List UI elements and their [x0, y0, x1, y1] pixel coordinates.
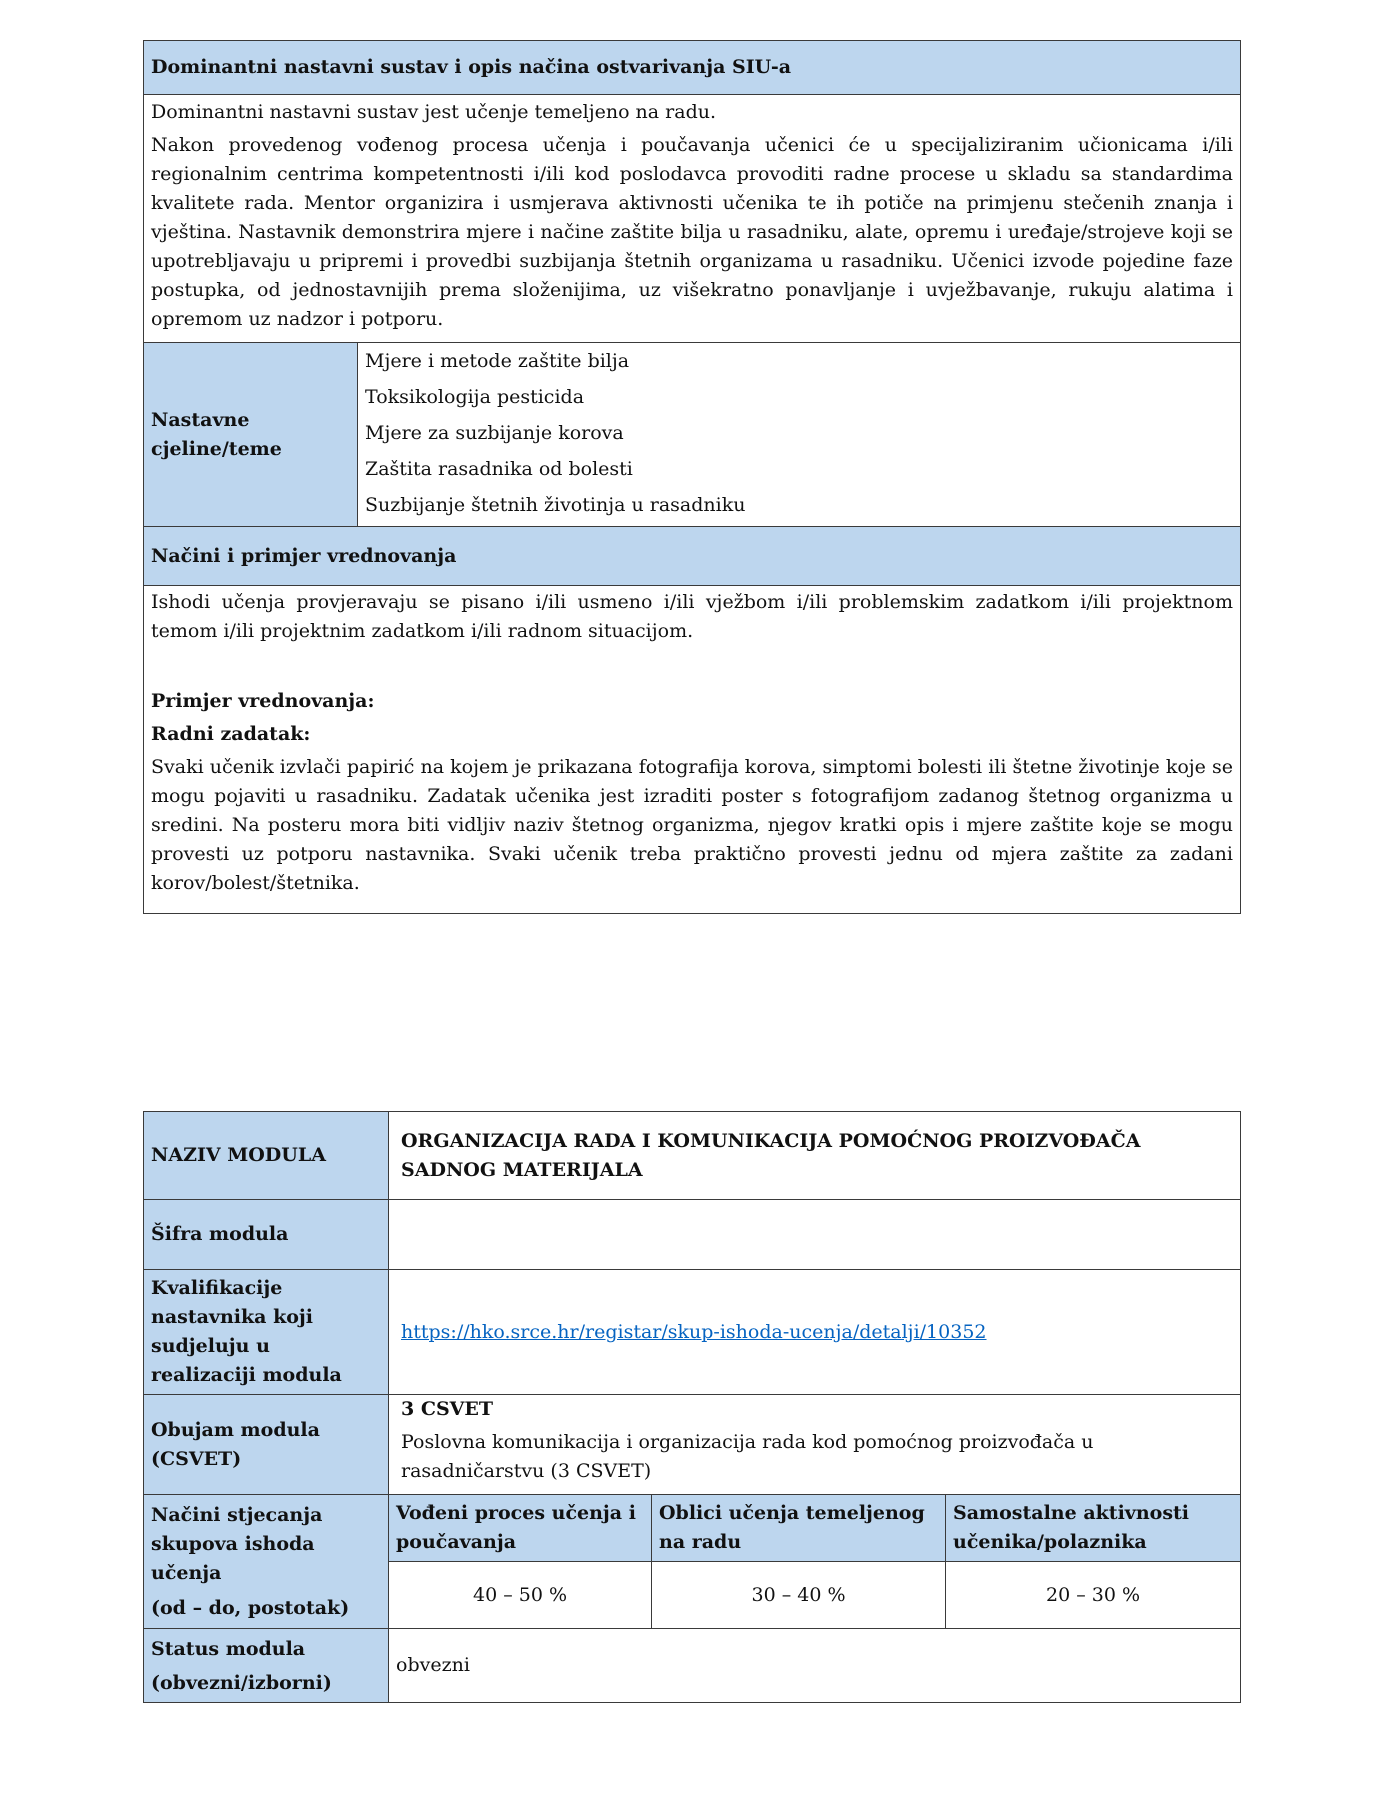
section-title: Dominantni nastavni sustav i opis načina ostvarivanja SIU-a [151, 56, 792, 78]
module-code-label: Šifra modula [151, 1223, 289, 1245]
section-title: Načini i primjer vrednovanja [151, 544, 457, 567]
status-label-line: (obvezni/izborni) [151, 1671, 332, 1694]
qualifications-link[interactable]: https://hko.srce.hr/registar/skup-ishoda-ucenja/detalji/10352 [401, 1320, 987, 1343]
qualifications-value-cell [389, 1270, 1241, 1395]
task-heading: Radni zadatak: [151, 723, 311, 745]
methods-col-header [389, 1495, 652, 1562]
methods-col-header [652, 1495, 946, 1562]
example-heading: Primjer vrednovanja: [151, 690, 375, 712]
topic-item: Mjere i metode zaštite bilja [365, 350, 630, 372]
methods-percentage: 40 – 50 % [472, 1583, 568, 1606]
description-intro: Dominantni nastavni sustav jest učenje temeljeno na radu. [151, 101, 717, 123]
qualifications-label-cell [144, 1270, 389, 1395]
topic-item: Toksikologija pesticida [365, 386, 585, 408]
section-header-assessment [144, 527, 1241, 586]
scope-total: 3 CSVET [401, 1398, 494, 1420]
status-label-cell [144, 1629, 389, 1703]
methods-label-line: Načini stjecanja [151, 1503, 323, 1526]
status-value: obvezni [396, 1654, 470, 1676]
methods-col-value [389, 1562, 652, 1629]
methods-col-header-text: Oblici učenja temeljenog na radu [659, 1502, 925, 1553]
methods-label-cell [144, 1495, 389, 1629]
module-code-value-cell [389, 1200, 1241, 1270]
scope-label-cell [144, 1395, 389, 1495]
methods-col-header-text: Samostalne aktivnosti učenika/polaznika [953, 1502, 1190, 1553]
methods-percentage: 30 – 40 % [751, 1583, 846, 1606]
module-name-label-cell [144, 1112, 389, 1200]
topic-item: Mjere za suzbijanje korova [365, 422, 624, 444]
topics-label-cell [144, 343, 358, 527]
qualifications-label: Kvalifikacije nastavnika koji sudjeluju u realizaciji modula [151, 1277, 342, 1386]
module-name-value: ORGANIZACIJA RADA I KOMUNIKACIJA POMOĆNOG PROIZVOĐAČA SADNOG MATERIJALA [401, 1129, 1141, 1181]
status-label-line: Status modula [151, 1637, 306, 1660]
section-header-teaching-system [144, 41, 1241, 95]
task-text: Svaki učenik izvlači papirić na kojem je prikazana fotografija korova, simptomi bolesti ili štetne životinje koje se mogu pojaviti u rasadniku. Zadatak učenika jest izraditi poster s fotografijom zadanog štetnog organizma u sredini. Na posteru mora biti vidljiv naziv štetnog organizma, njegov kratki opis i mjere zaštite koje se mogu provesti uz potporu nastavnika. Svaki učenik treba praktično provesti jednu od mjera zaštite za zadani korov/bolest/štetnika. [151, 756, 1233, 894]
methods-label-line: učenja [151, 1561, 222, 1584]
description-body: Nakon provedenog vođenog procesa učenja i poučavanja učenici će u specijaliziranim učionicama i/ili regionalnim centrima kompetentnosti i/ili kod poslodavca provoditi radne procese u skladu sa standardima kvalitete rada. Mentor organizira i usmjerava aktivnosti učenika te ih potiče na primjenu stečenih znanja i vještina. Nastavnik demonstrira mjere i načine zaštite bilja u rasadniku, alate, opremu i uređaje/strojeve koji se upotrebljavaju u pripremi i provedbi suzbijanja štetnih organizama u rasadniku. Učenici izvode pojedine faze postupka, od jednostavnijih prema složenijima, uz višekratno ponavljanje i uvježbavanje, rukuju alatima i opremom uz nadzor i potporu. [151, 134, 1233, 330]
teaching-system-table [143, 40, 1241, 914]
topic-item: Zaštita rasadnika od bolesti [365, 458, 633, 480]
methods-col-value [946, 1562, 1241, 1629]
methods-col-header-text: Vođeni proces učenja i poučavanja [396, 1502, 636, 1553]
methods-label-line: (od – do, postotak) [151, 1596, 350, 1619]
scope-label: Obujam modula (CSVET) [151, 1418, 320, 1470]
teaching-system-description [144, 95, 1241, 343]
methods-col-header [946, 1495, 1241, 1562]
methods-label-line: skupova ishoda [151, 1532, 315, 1555]
topics-list [358, 343, 1241, 527]
methods-col-value [652, 1562, 946, 1629]
module-name-label: NAZIV MODULA [151, 1144, 326, 1166]
assessment-text: Ishodi učenja provjeravaju se pisano i/ili usmeno i/ili vježbom i/ili problemskim zadatkom i/ili projektnom temom i/ili projektnim zadatkom i/ili radnom situacijom. [151, 591, 1233, 642]
scope-detail: Poslovna komunikacija i organizacija rada kod pomoćnog proizvođača u rasadničarstvu (3 CSVET) [401, 1431, 1094, 1482]
module-name-value-cell [389, 1112, 1241, 1200]
assessment-content [144, 586, 1241, 914]
scope-value-cell [389, 1395, 1241, 1495]
methods-percentage: 20 – 30 % [1045, 1583, 1141, 1606]
module-info-table [143, 1111, 1241, 1703]
topics-label: Nastavne cjeline/teme [151, 408, 282, 460]
topic-item: Suzbijanje štetnih životinja u rasadniku [365, 494, 746, 516]
module-code-label-cell [144, 1200, 389, 1270]
status-value-cell [389, 1629, 1241, 1703]
